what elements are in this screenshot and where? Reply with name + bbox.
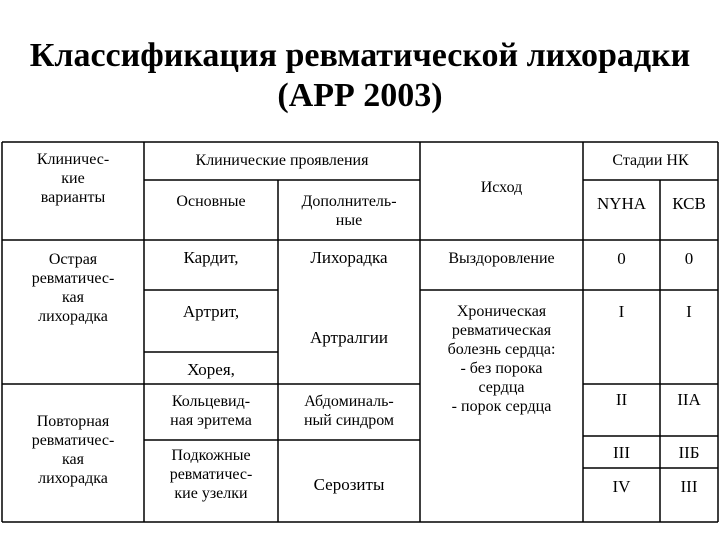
additional-arthralgia: Артралгии xyxy=(309,328,389,347)
main-nodules-line: Подкожные xyxy=(171,447,251,464)
header-clinical-manifestations: Клинические проявления xyxy=(195,152,369,169)
header-nyha: NYHA xyxy=(596,194,647,213)
header-additional-line: Дополнитель- xyxy=(301,193,397,210)
main-nodules-line: ревматичес- xyxy=(169,466,253,483)
header-variants-line: Клиничес- xyxy=(36,151,110,168)
main-arthritis: Артрит, xyxy=(182,302,240,321)
nyha-stage-2: II xyxy=(615,390,628,409)
header-variants-line: кие xyxy=(61,170,85,187)
main-erythema xyxy=(144,392,278,430)
outcome-recovery: Выздоровление xyxy=(448,250,555,267)
header-variants-line: варианты xyxy=(40,189,106,206)
outcome-chronic-line: болезнь сердца: xyxy=(447,341,556,358)
main-carditis: Кардит, xyxy=(183,248,239,267)
additional-serositis: Серозиты xyxy=(313,475,385,494)
additional-abdominal xyxy=(278,392,420,430)
variant-acute xyxy=(4,250,142,326)
nyha-stage-1: I xyxy=(618,302,625,321)
nyha-stage-4: IV xyxy=(612,477,631,496)
variant-recurrent-line: ревматичес- xyxy=(31,432,115,449)
title-line-1: Классификация ревматической лихорадки xyxy=(29,37,691,74)
variant-acute-line: лихорадка xyxy=(38,308,108,325)
variant-recurrent-line: Повторная xyxy=(36,413,110,430)
variant-recurrent-line: лихорадка xyxy=(38,470,108,487)
variant-recurrent xyxy=(4,412,142,488)
header-additional xyxy=(278,192,420,230)
additional-fever: Лихорадка xyxy=(310,248,388,267)
outcome-chronic-line: сердца xyxy=(478,379,525,396)
main-erythema-line: Кольцевид- xyxy=(171,393,251,410)
ksv-stage-2a: IIA xyxy=(677,390,701,409)
additional-abdominal-line: Абдоминаль- xyxy=(304,393,394,410)
outcome-chronic-line: Хроническая xyxy=(456,303,547,320)
header-ksv: КСВ xyxy=(672,194,706,213)
header-hf-stages: Стадии НК xyxy=(612,152,689,169)
title-line-2: (АРР 2003) xyxy=(277,77,443,114)
main-chorea: Хорея, xyxy=(187,360,235,379)
header-outcome: Исход xyxy=(480,179,523,196)
outcome-chronic xyxy=(420,302,583,416)
outcome-chronic-line: - порок сердца xyxy=(451,398,552,415)
main-nodules xyxy=(144,446,278,503)
ksv-stage-3: III xyxy=(680,477,698,496)
main-erythema-line: ная эритема xyxy=(170,412,252,429)
variant-recurrent-line: кая xyxy=(62,451,84,468)
variant-acute-line: Острая xyxy=(48,251,98,268)
additional-abdominal-line: ный синдром xyxy=(303,412,395,429)
nyha-stage-3: III xyxy=(613,443,630,462)
outcome-chronic-line: - без порока xyxy=(460,360,543,377)
header-additional-line: ные xyxy=(335,212,363,229)
variant-acute-line: ревматичес- xyxy=(31,270,115,287)
header-clinical-variants xyxy=(4,150,142,207)
ksv-stage-2b: IIБ xyxy=(678,443,700,462)
ksv-stage-0: 0 xyxy=(684,249,694,268)
variant-acute-line: кая xyxy=(62,289,84,306)
header-main: Основные xyxy=(176,193,246,210)
nyha-stage-0: 0 xyxy=(617,249,626,268)
outcome-chronic-line: ревматическая xyxy=(451,322,552,339)
ksv-stage-1: I xyxy=(686,302,692,321)
main-nodules-line: кие узелки xyxy=(174,485,248,502)
